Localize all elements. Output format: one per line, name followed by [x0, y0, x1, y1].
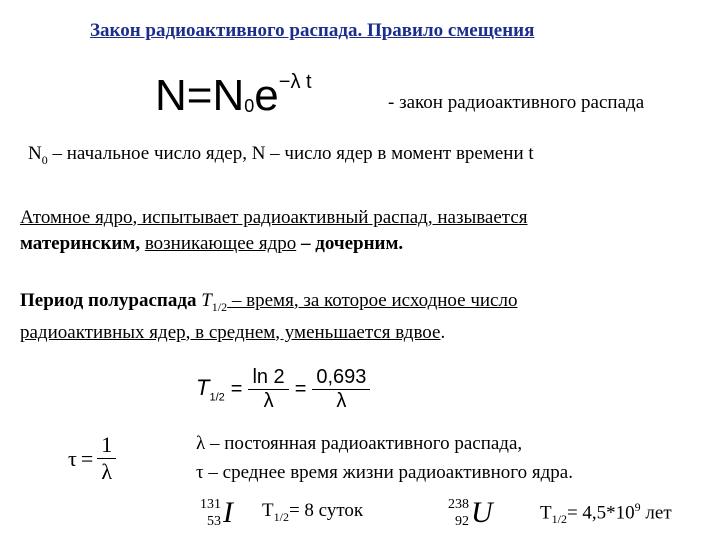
uranium-isotope [448, 496, 493, 530]
p1-daughter-term: – дочерним. [296, 233, 404, 254]
hl-frac2-num: 0,693 [312, 366, 370, 390]
p1-mother-term: материнским, [20, 233, 145, 254]
uranium-charge-number: 92 [455, 514, 469, 529]
p1-resulting-nucleus: возникающее ядро [144, 233, 297, 254]
tau-frac-num: 1 [97, 432, 116, 459]
uranium-symbol: U [471, 496, 493, 529]
n-definition [28, 143, 534, 168]
half-life-formula [196, 366, 370, 413]
hl-frac2-den: λ [336, 390, 347, 412]
p2-during-which: , за которое исходное число [293, 290, 518, 311]
iodine-symbol: I [223, 496, 233, 529]
uranium-hl-subscript: 1/2 [551, 512, 567, 527]
tau-formula [68, 432, 116, 485]
uranium-hl-exponent: 9 [634, 500, 641, 514]
p1-atomic-nucleus: Атомное ядро [20, 207, 133, 228]
p2-time: – время [227, 290, 294, 311]
iodine-isotope [200, 496, 233, 530]
n0-subscript: 0 [41, 152, 48, 167]
formula-N: N [155, 71, 187, 120]
tau-definition: τ – среднее время жизни радиоактивного ядра. [196, 462, 573, 483]
decay-law-description: - закон радиоактивного распада [388, 92, 645, 113]
p2-period: . [440, 321, 446, 343]
decay-law-formula [155, 71, 312, 120]
formula-N0: N [212, 71, 245, 120]
paragraph-half-life [20, 288, 517, 346]
p2-T-subscript: 1/2 [211, 299, 228, 314]
hl-eq1: = [230, 378, 243, 400]
p2-half-life-term: Период полураспада [20, 290, 202, 311]
p2-on-average: , в среднем [185, 321, 276, 343]
paragraph-mother-nucleus [20, 205, 528, 257]
uranium-half-life: $T_{1/2}= 4,5*10^9$ лет [540, 500, 672, 527]
formula-equals: = [186, 71, 213, 120]
hl-frac2 [312, 366, 370, 413]
p2-T-symbol: T [201, 290, 212, 311]
uranium-hl-unit: лет [640, 502, 672, 524]
n0-symbol: N [28, 143, 42, 164]
iodine-hl-value: = 8 суток [288, 500, 364, 521]
formula-exponent: −λ t [278, 71, 312, 93]
iodine-mass-number: 131 [200, 497, 221, 512]
formula-N0-subscript: 0 [244, 96, 255, 116]
iodine-hl-subscript: 1/2 [273, 509, 289, 524]
hl-frac1-den: λ [263, 390, 274, 412]
page-title: Закон радиоактивного распада. Правило смещения [90, 20, 535, 41]
p2-halves: , уменьшается вдвое [275, 321, 441, 343]
hl-T-subscript: 1/2 [209, 391, 225, 404]
hl-eq2: = [294, 378, 307, 400]
hl-frac1 [248, 366, 288, 413]
formula-e: e [254, 71, 279, 120]
tau-frac-den: λ [101, 459, 113, 484]
iodine-half-life: $T_{1/2}= 8$ суток [262, 500, 364, 524]
tau-symbol: τ [68, 445, 77, 471]
n-definition-text: – начальное число ядер, N – число ядер в момент времени t [47, 143, 534, 164]
tau-eq: = [80, 445, 94, 471]
uranium-hl-value: = 4,5*10 [566, 502, 635, 524]
uranium-mass-number: 238 [448, 497, 469, 512]
hl-T: $T_{1/2}$ [196, 375, 225, 404]
p2-radioactive-nuclei: радиоактивных ядер [20, 321, 186, 343]
p1-undergoes-decay: , испытывает радиоактивный распад [132, 207, 428, 228]
iodine-charge-number: 53 [207, 514, 221, 529]
p1-is-called: , называется [427, 207, 528, 228]
hl-frac1-num: ln 2 [248, 366, 288, 390]
lambda-definition: λ – постоянная радиоактивного распада, [196, 433, 523, 454]
tau-frac [97, 432, 116, 485]
